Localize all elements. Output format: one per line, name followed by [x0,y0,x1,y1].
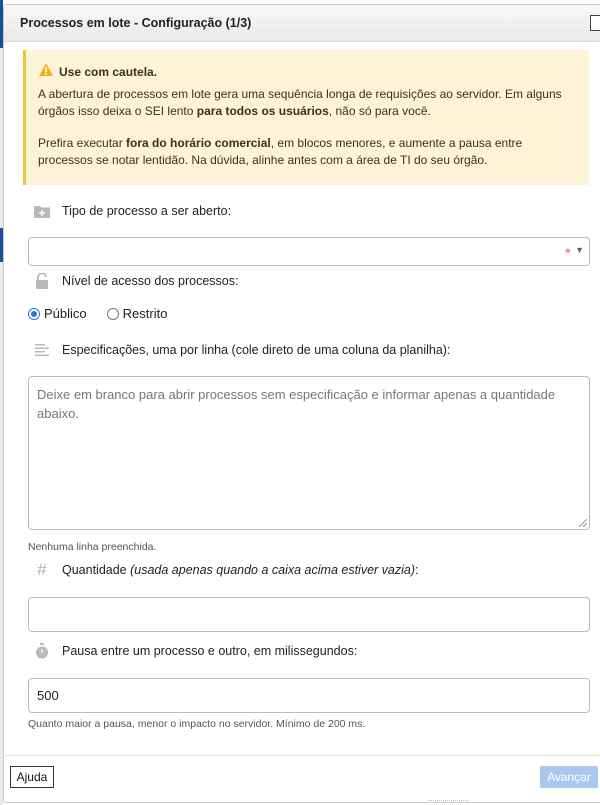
quantidade-label [62,563,418,577]
quantidade-input[interactable] [28,597,590,632]
warning-emphasis: fora do horário comercial [126,136,271,150]
tipo-label: Tipo de processo a ser aberto: [62,204,232,218]
chevron-down-icon[interactable]: ▼ [575,245,584,255]
radio-restrito-label: Restrito [122,306,168,321]
quantidade-label-note: (usada apenas quando a caixa acima estiver vazia) [130,563,415,577]
stopwatch-icon [34,643,50,659]
next-button[interactable]: Avançar [540,766,598,788]
warning-text: , em blocos menores, e aumente a pausa entre processos se notar lentidão. Na dúvida, alinhe antes com a área de TI do seu órgão. [38,136,523,167]
warning-emphasis: para todos os usuários [196,104,329,118]
radio-restrito[interactable] [107,306,168,321]
warning-paragraph-1 [38,86,575,120]
dialog-titlebar[interactable] [4,5,600,42]
warning-text: Prefira executar [38,136,127,150]
pausa-input[interactable] [28,678,590,713]
tipo-processo-select[interactable] [28,237,590,266]
footer-divider [3,755,600,756]
required-mark: * [564,246,571,263]
especificacoes-textarea[interactable] [28,376,590,530]
resize-handle[interactable] [579,519,587,527]
radio-restrito-dot[interactable] [107,308,119,320]
folder-plus-icon [34,203,50,219]
dialog-title: Processos em lote - Configuração (1/3) [20,16,252,30]
lines-icon [34,342,50,358]
radio-publico[interactable] [28,306,87,321]
warning-heading: Use com cautela. [59,64,158,79]
quantidade-label-text: Quantidade [62,563,131,577]
acesso-label-row [34,273,238,289]
especificacoes-label-row [34,342,450,358]
warning-box [23,50,589,185]
pausa-value: 500 [37,688,59,703]
tipo-label-row [34,203,231,219]
quantidade-label-row [34,562,418,578]
warning-text: , não só para você. [328,104,431,118]
pausa-label: Pausa entre um processo e outro, em milissegundos: [62,644,358,658]
help-button[interactable]: Ajuda [10,766,54,788]
warning-icon [38,62,54,82]
maximize-button[interactable] [590,15,600,31]
pausa-hint: Quanto maior a pausa, menor o impacto no servidor. Mínimo de 200 ms. [28,718,366,730]
acesso-label: Nível de acesso dos processos: [62,274,239,288]
acesso-radio-group [28,306,187,321]
especificacoes-status: Nenhuma linha preenchida. [28,541,157,553]
background-artifact [428,800,468,803]
warning-paragraph-2 [38,135,575,169]
radio-publico-label: Público [44,306,87,321]
pausa-label-row [34,643,357,659]
quantidade-label-end: : [415,563,419,577]
warning-text: A abertura de processos em lote gera uma sequência longa de requisições ao servidor. Em alguns órgãos isso deixa o SEI lento [38,87,562,118]
especificacoes-placeholder: Deixe em branco para abrir processos sem especificação e informar apenas a quantidade abaixo. [37,387,556,421]
hash-icon: # [37,560,47,579]
unlock-icon [34,273,50,289]
especificacoes-label: Especificações, uma por linha (cole direto de uma coluna da planilha): [62,343,451,357]
radio-publico-dot[interactable] [28,308,40,320]
